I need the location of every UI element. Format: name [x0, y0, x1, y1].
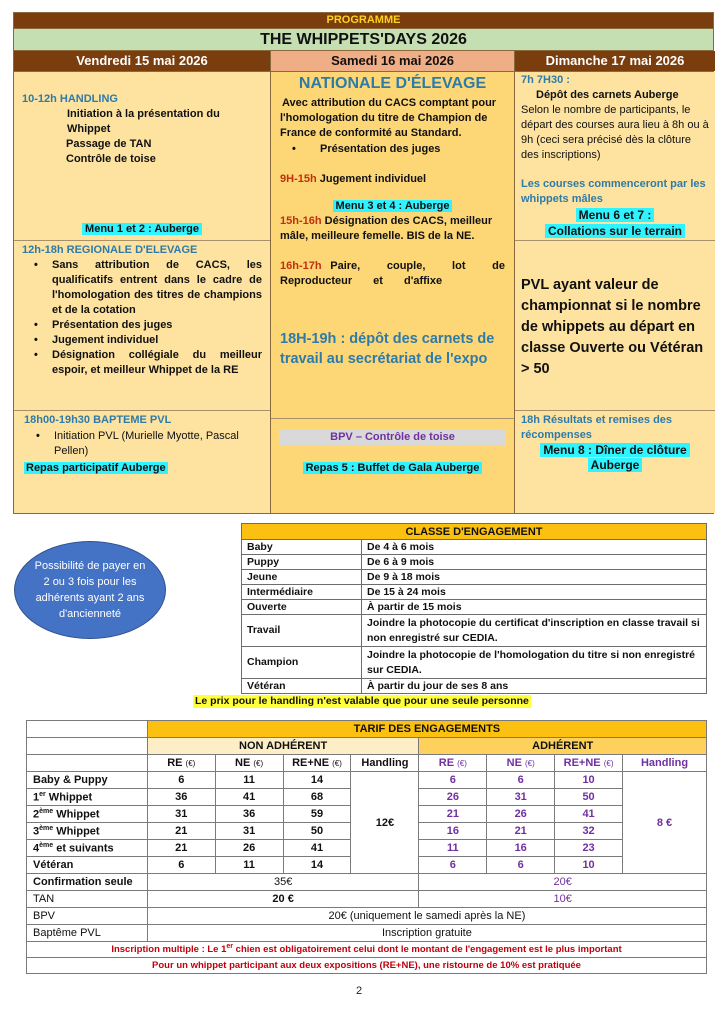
handling-heading: 10-12h HANDLING: [22, 93, 118, 105]
table-row: [242, 585, 707, 600]
classe-value: À partir de 15 mois: [362, 600, 707, 615]
slot-time: 16h-17h: [280, 260, 322, 272]
sunday-column: [515, 72, 715, 513]
table-row: [242, 679, 707, 694]
resultats-block: [515, 410, 715, 513]
price-cell: 32: [555, 823, 623, 840]
price-cell: 6: [419, 772, 487, 789]
day-header-sunday: Dimanche 17 mai 2026: [515, 51, 715, 71]
price-cell: 31: [147, 806, 215, 823]
classe-engagement-table: [241, 523, 707, 694]
sunday-depot: Dépôt des carnets Auberge: [536, 89, 679, 101]
tarif-table: [26, 720, 707, 974]
classe-value: À partir du jour de ses 8 ans: [362, 679, 707, 694]
price-cell: 10: [555, 857, 623, 874]
row-label: 1er Whippet: [27, 789, 148, 806]
price-cell: 41: [215, 789, 283, 806]
programme-label: PROGRAMME: [14, 13, 713, 28]
classe-key: Vétéran: [242, 679, 362, 694]
classe-value: De 6 à 9 mois: [362, 555, 707, 570]
repas-badge: Repas participatif Auberge: [26, 462, 166, 474]
slot-text: Désignation des CACS, meilleur mâle, meilleure femelle. BIS de la NE.: [280, 215, 493, 242]
price-cell: 16: [487, 840, 555, 857]
depot-carnets: 18H-19h : dépôt des carnets de travail au secrétariat de l'expo: [280, 331, 495, 367]
col-handling: Handling: [623, 755, 707, 772]
classe-key: Travail: [242, 615, 362, 647]
day-header-saturday: Samedi 16 mai 2026: [270, 51, 515, 71]
price-cell: 6: [147, 772, 215, 789]
table-row: [242, 600, 707, 615]
price-cell: 26: [487, 806, 555, 823]
bapteme-bullet: • Initiation PVL (Murielle Myotte, Pascal Pellen): [24, 429, 262, 459]
menu-badge: Menu 6 et 7 :: [576, 208, 655, 222]
price-cell: 26: [419, 789, 487, 806]
event-title: THE WHIPPETS'DAYS 2026: [14, 28, 713, 50]
price-cell: Inscription gratuite: [147, 925, 706, 942]
classe-key: Puppy: [242, 555, 362, 570]
row-label: Vétéran: [27, 857, 148, 874]
bapteme-block: [14, 410, 270, 513]
handling-price-adh: 8 €: [623, 772, 707, 874]
classe-title: CLASSE D'ENGAGEMENT: [242, 524, 707, 540]
table-row: [27, 925, 707, 942]
payment-info-ellipse: Possibilité de payer en 2 ou 3 fois pour les adhérents ayant 2 ans d'ancienneté: [14, 541, 166, 639]
sunday-text: Selon le nombre de participants, le départ des courses aura lieu à 8h ou à 9h (ceci sera précisé dès la clôture des inscriptions): [521, 104, 709, 161]
bpv-toise: BPV – Contrôle de toise: [279, 429, 506, 445]
nationale-intro: Avec attribution du CACS comptant pour l'homologation du titre de Champion de France de conformité au Standard.: [280, 97, 497, 139]
price-cell: 20 €: [147, 891, 419, 908]
price-cell: 36: [215, 806, 283, 823]
classe-key: Intermédiaire: [242, 585, 362, 600]
menu-badge: Auberge: [588, 458, 643, 472]
price-cell: 14: [283, 857, 351, 874]
col-re: RE (€): [147, 755, 215, 772]
classe-value: De 4 à 6 mois: [362, 540, 707, 555]
classe-value: Joindre la photocopie de l'homologation du titre si non enregistré sur CEDIA.: [362, 647, 707, 679]
table-row: [27, 908, 707, 925]
price-cell: 31: [215, 823, 283, 840]
classe-key: Baby: [242, 540, 362, 555]
regionale-bullet: • Jugement individuel: [22, 333, 262, 348]
price-cell: 21: [419, 806, 487, 823]
row-label: 2ème Whippet: [27, 806, 148, 823]
note-ristourne: Pour un whippet participant aux deux expositions (RE+NE), une ristourne de 10% est pratiquée: [27, 958, 707, 974]
table-row: [242, 647, 707, 679]
col-rene: RE+NE (€): [555, 755, 623, 772]
friday-column: [14, 72, 270, 513]
table-row: [242, 615, 707, 647]
day-header-friday: Vendredi 15 mai 2026: [14, 51, 270, 71]
price-cell: 20€: [419, 874, 707, 891]
price-cell: 14: [283, 772, 351, 789]
pvl-text: PVL ayant valeur de championnat si le nombre de whippets au départ en classe Ouverte ou Vétéran > 50: [521, 277, 704, 377]
price-cell: 26: [215, 840, 283, 857]
price-cell: 10€: [419, 891, 707, 908]
page-number: 2: [356, 985, 363, 997]
slot-time: 15h-16h: [280, 215, 322, 227]
classe-key: Ouverte: [242, 600, 362, 615]
table-row: [242, 540, 707, 555]
price-cell: 41: [555, 806, 623, 823]
pvl-block: [515, 240, 715, 410]
row-label: 4ème et suivants: [27, 840, 148, 857]
price-cell: 50: [283, 823, 351, 840]
price-cell: 6: [487, 772, 555, 789]
price-cell: 35€: [147, 874, 419, 891]
price-cell: 11: [215, 857, 283, 874]
table-row: [242, 555, 707, 570]
menu-badge: Menu 1 et 2 : Auberge: [82, 223, 202, 235]
classe-value: De 9 à 18 mois: [362, 570, 707, 585]
menu-badge: Collations sur le terrain: [545, 224, 685, 238]
non-adherent-header: NON ADHÉRENT: [147, 738, 419, 755]
regionale-bullet: • Présentation des juges: [22, 318, 262, 333]
price-cell: 41: [283, 840, 351, 857]
price-cell: 21: [147, 840, 215, 857]
table-row: [27, 874, 707, 891]
col-rene: RE+NE (€): [283, 755, 351, 772]
handling-line: Passage de TAN: [66, 138, 152, 150]
slot-time: 9H-15h: [280, 173, 317, 185]
table-row: [27, 891, 707, 908]
slot-text: Jugement individuel: [319, 173, 427, 185]
row-label: 3ème Whippet: [27, 823, 148, 840]
regionale-bullet: • Désignation collégiale du meilleur espoir, et meilleur Whippet de la RE: [22, 348, 262, 378]
price-cell: 21: [147, 823, 215, 840]
col-ne: NE (€): [215, 755, 283, 772]
resultats-text: 18h Résultats et remises des récompenses: [521, 414, 673, 441]
price-cell: 50: [555, 789, 623, 806]
handling-price-non: 12€: [351, 772, 419, 874]
programme-table: [13, 12, 714, 514]
row-label: Confirmation seule: [27, 874, 148, 891]
price-cell: 23: [555, 840, 623, 857]
row-label: BPV: [27, 908, 148, 925]
tarif-title: TARIF DES ENGAGEMENTS: [147, 721, 706, 738]
price-cell: 21: [487, 823, 555, 840]
day-headers: [14, 50, 713, 71]
classe-value: Joindre la photocopie du certificat d'inscription en classe travail si non enregistré sur CEDIA.: [362, 615, 707, 647]
classe-key: Champion: [242, 647, 362, 679]
column-headers: [27, 755, 707, 772]
price-cell: 11: [215, 772, 283, 789]
col-ne: NE (€): [487, 755, 555, 772]
price-cell: 16: [419, 823, 487, 840]
price-cell: 6: [147, 857, 215, 874]
row-label: TAN: [27, 891, 148, 908]
regionale-heading: 12h-18h REGIONALE D'ELEVAGE: [22, 244, 198, 256]
adherent-header: ADHÉRENT: [419, 738, 707, 755]
row-label: Baby & Puppy: [27, 772, 148, 789]
col-handling: Handling: [351, 755, 419, 772]
classe-key: Jeune: [242, 570, 362, 585]
handling-line: Whippet: [67, 123, 111, 135]
nationale-bullet: • Présentation des juges: [280, 142, 505, 157]
sunday-time: 7h 7H30 :: [521, 74, 570, 86]
price-cell: 10: [555, 772, 623, 789]
table-row: [27, 772, 707, 789]
price-cell: 20€ (uniquement le samedi après la NE): [147, 908, 706, 925]
menu-badge: Menu 8 : Dîner de clôture: [540, 443, 689, 457]
price-cell: 36: [147, 789, 215, 806]
menu-badge: Menu 3 et 4 : Auberge: [333, 200, 453, 212]
regionale-block: [14, 240, 270, 410]
bapteme-heading: 18h00-19h30 BAPTEME PVL: [24, 414, 172, 426]
col-re: RE (€): [419, 755, 487, 772]
row-label: Baptême PVL: [27, 925, 148, 942]
price-cell: 31: [487, 789, 555, 806]
note-multiple-inscription: Inscription multiple : Le 1er chien est obligatoirement celui dont le montant de l'engagement est le plus important: [27, 942, 707, 958]
handling-line: Contrôle de toise: [66, 153, 156, 165]
nationale-block: [271, 74, 514, 369]
price-cell: 68: [283, 789, 351, 806]
price-cell: 6: [419, 857, 487, 874]
price-cell: 11: [419, 840, 487, 857]
handling-line: Initiation à la présentation du: [67, 108, 220, 120]
slot-text: Paire, couple, lot de Reproducteur et d'affixe: [280, 260, 505, 287]
saturday-column: [270, 72, 515, 513]
sunday-courses: Les courses commenceront par les whippets mâles: [521, 178, 706, 205]
classe-value: De 15 à 24 mois: [362, 585, 707, 600]
repas-badge: Repas 5 : Buffet de Gala Auberge: [303, 462, 483, 474]
regionale-bullet: • Sans attribution de CACS, les qualificatifs entrent dans le cadre de l'homologation des titres de champions et de la cotation: [22, 258, 262, 318]
handling-note: Le prix pour le handling n'est valable que pour une seule personne: [195, 695, 529, 707]
price-cell: 59: [283, 806, 351, 823]
price-cell: 6: [487, 857, 555, 874]
handling-block: [14, 72, 270, 240]
nationale-heading: NATIONALE D'ÉLEVAGE: [298, 75, 487, 92]
sunday-morning-block: [515, 73, 715, 240]
table-row: [242, 570, 707, 585]
